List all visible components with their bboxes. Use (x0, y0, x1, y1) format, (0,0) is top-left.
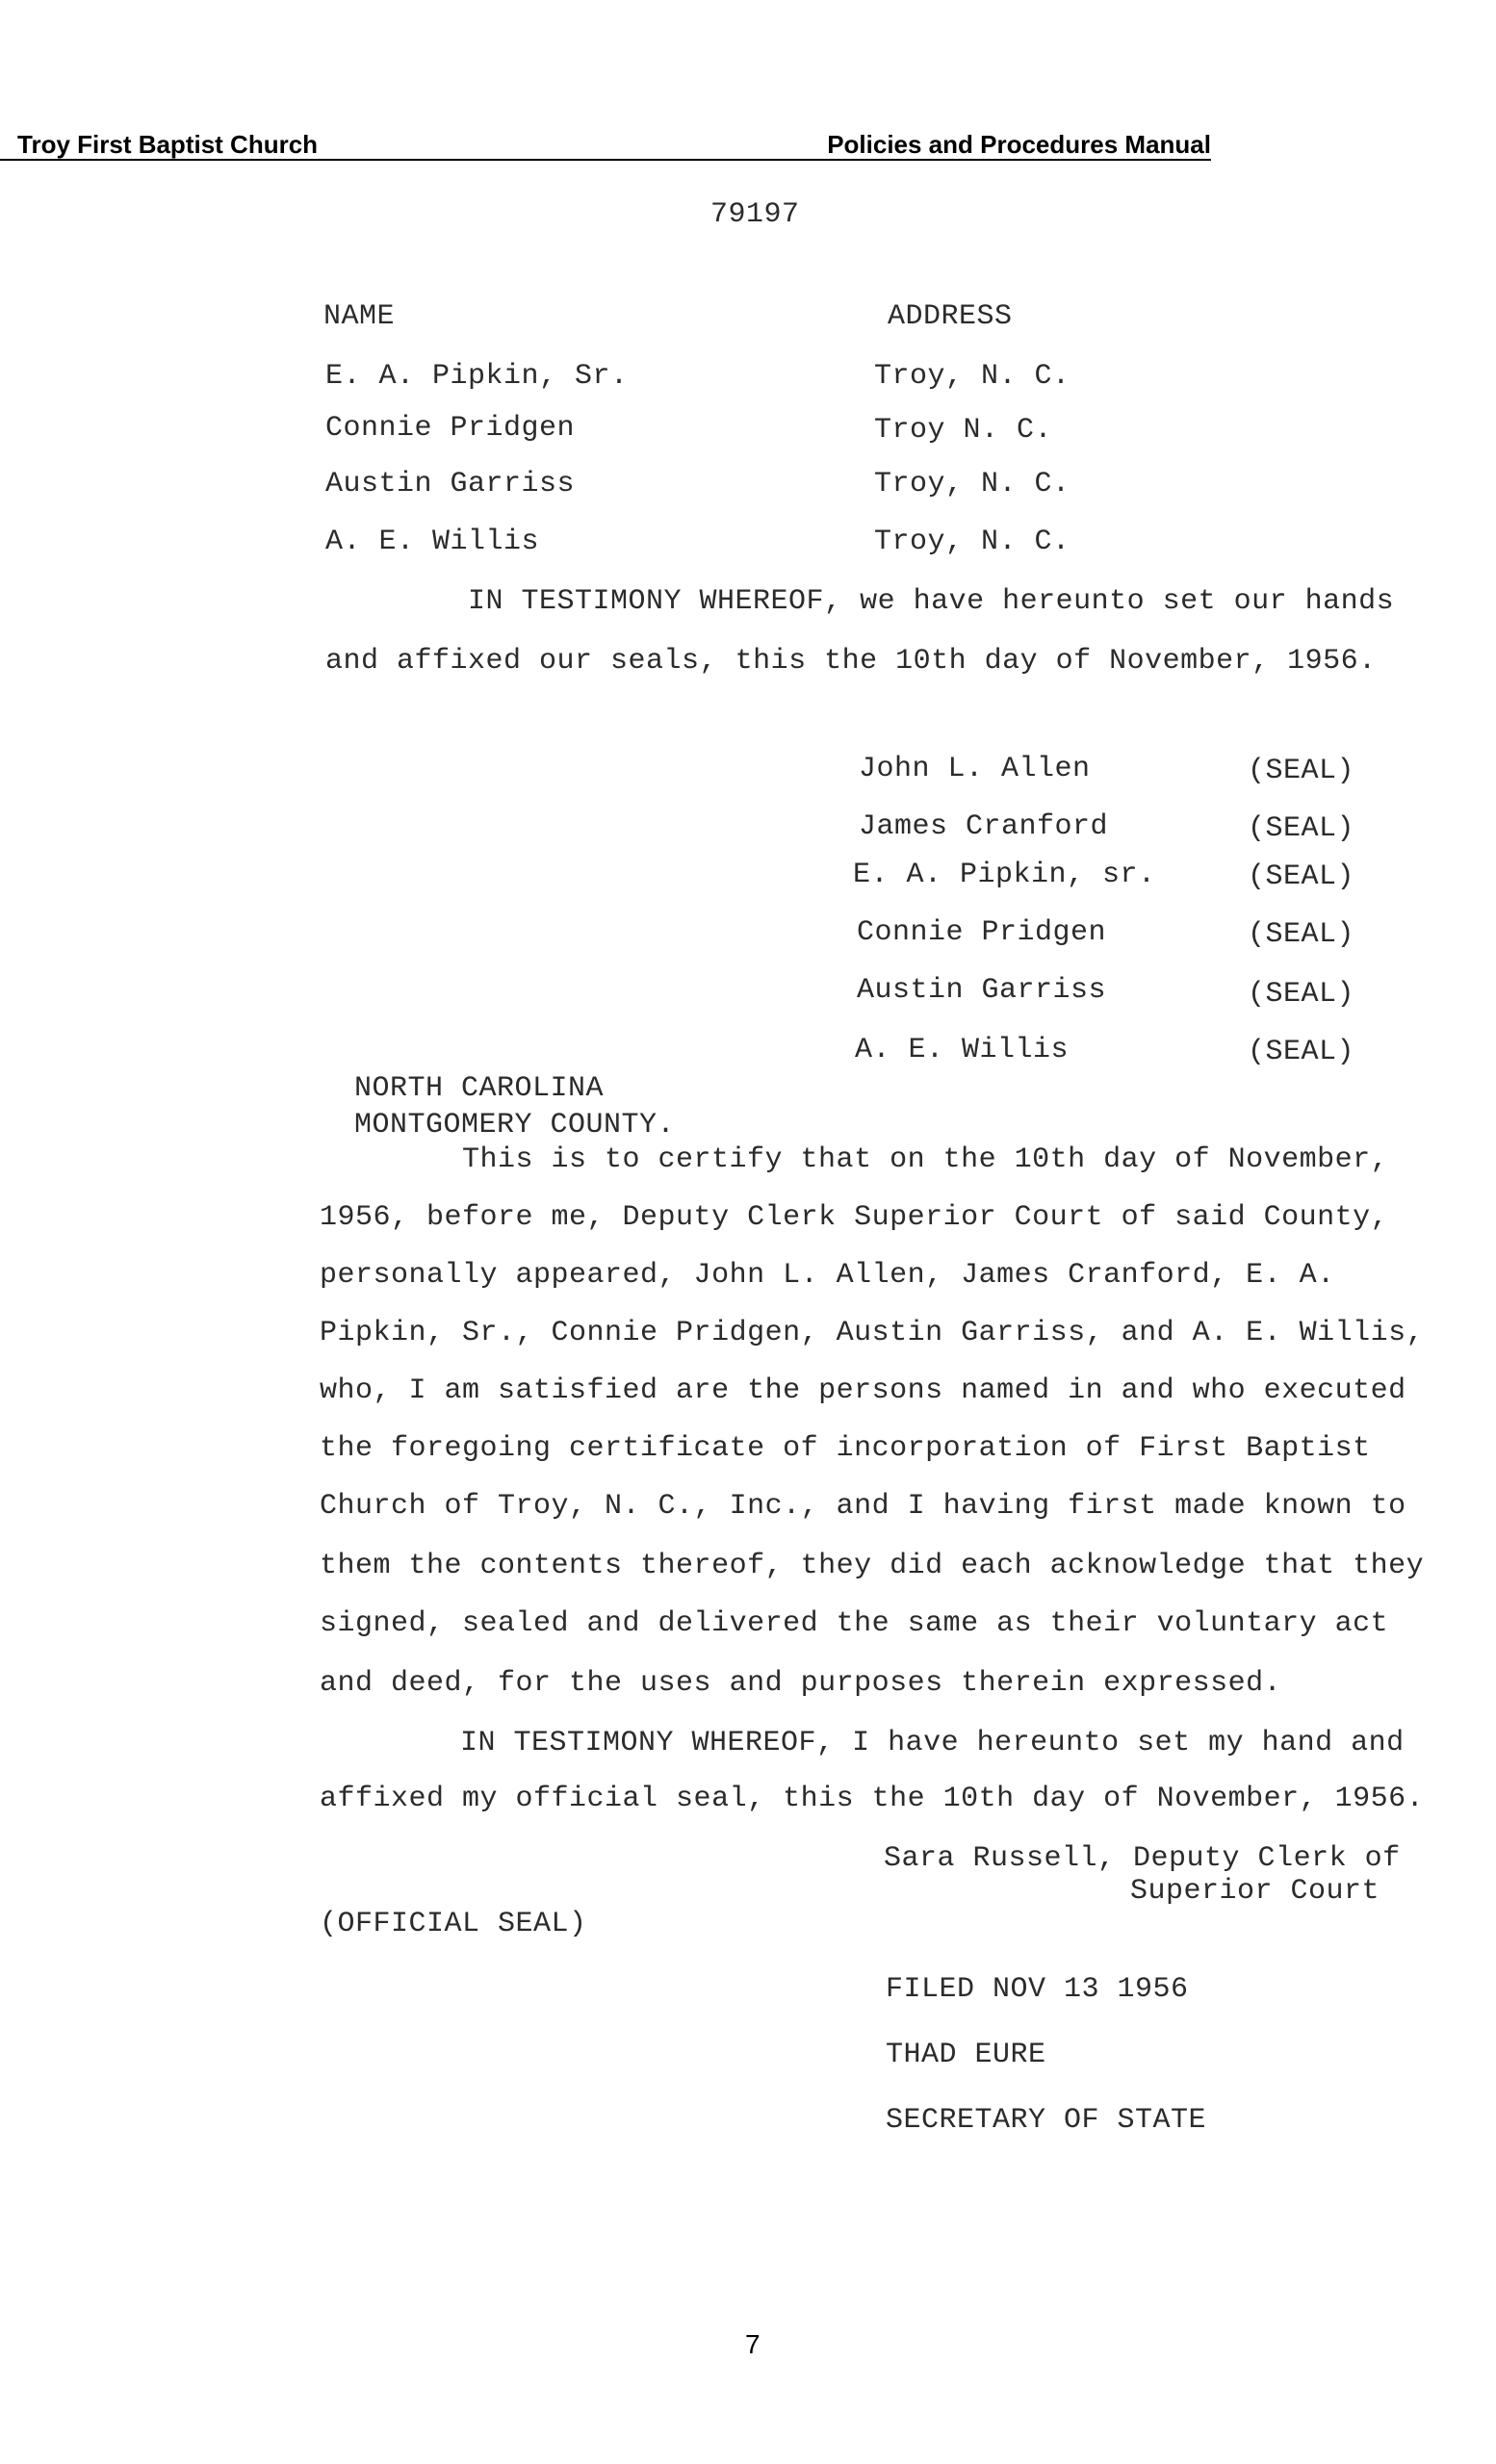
signature-name: Austin Garriss (857, 974, 1107, 1007)
clerk-signature: Sara Russell, Deputy Clerk of (884, 1842, 1401, 1875)
certification-line: and deed, for the uses and purposes therein expressed. (320, 1667, 1282, 1700)
certification-line: Pipkin, Sr., Connie Pridgen, Austin Garriss, and A. E. Willis, (320, 1317, 1425, 1349)
seal-label: (SEAL) (1248, 755, 1355, 787)
venue-county: MONTGOMERY COUNTY. (354, 1109, 676, 1142)
header-church-name: Troy First Baptist Church (17, 130, 319, 159)
member-name: Connie Pridgen (325, 412, 576, 445)
signature-name: E. A. Pipkin, sr. (853, 859, 1156, 891)
seal-label: (SEAL) (1248, 918, 1355, 951)
page-header (0, 130, 1211, 161)
certification-line: them the contents thereof, they did each acknowledge that they (320, 1550, 1425, 1582)
certification-line: This is to certify that on the 10th day of November, (462, 1143, 1389, 1176)
testimony-line: and affixed our seals, this the 10th day of November, 1956. (325, 645, 1377, 678)
seal-label: (SEAL) (1248, 860, 1355, 893)
secretary-name: THAD EURE (886, 2039, 1046, 2071)
venue-state: NORTH CAROLINA (354, 1072, 605, 1105)
certification-line: personally appeared, John L. Allen, James Cranford, E. A. (320, 1259, 1335, 1292)
document-number: 79197 (710, 198, 800, 231)
testimony-line: IN TESTIMONY WHEREOF, we have hereunto set our hands (468, 585, 1395, 618)
certification-line: who, I am satisfied are the persons named in and who executed (320, 1374, 1406, 1407)
member-address: Troy N. C. (874, 414, 1053, 447)
certification-line: signed, sealed and delivered the same as their voluntary act (320, 1607, 1389, 1640)
signature-name: A. E. Willis (855, 1034, 1070, 1066)
certification-line: 1956, before me, Deputy Clerk Superior Court of said County, (320, 1201, 1389, 1234)
testimony-line: affixed my official seal, this the 10th day of November, 1956. (320, 1783, 1425, 1815)
signature-name: James Cranford (859, 810, 1109, 843)
member-address: Troy, N. C. (874, 360, 1070, 393)
seal-label: (SEAL) (1248, 978, 1355, 1011)
member-name: E. A. Pipkin, Sr. (325, 360, 629, 393)
address-column-header: ADDRESS (888, 300, 1013, 333)
filed-date: FILED NOV 13 1956 (886, 1973, 1189, 2006)
member-address: Troy, N. C. (874, 468, 1070, 500)
official-seal-label: (OFFICIAL SEAL) (320, 1908, 587, 1940)
signature-name: John L. Allen (859, 753, 1091, 785)
seal-label: (SEAL) (1248, 812, 1355, 845)
name-column-header: NAME (323, 300, 396, 333)
secretary-title: SECRETARY OF STATE (886, 2104, 1207, 2137)
certification-line: Church of Troy, N. C., Inc., and I having first made known to (320, 1490, 1406, 1523)
page-number: 7 (745, 2329, 761, 2359)
member-address: Troy, N. C. (874, 526, 1070, 558)
header-manual-title: Policies and Procedures Manual (827, 130, 1211, 159)
testimony-line: IN TESTIMONY WHEREOF, I have hereunto set my hand and (460, 1727, 1405, 1759)
member-name: Austin Garriss (325, 468, 576, 500)
clerk-title: Superior Court (1130, 1875, 1380, 1908)
seal-label: (SEAL) (1248, 1036, 1355, 1068)
certification-line: the foregoing certificate of incorporation of First Baptist (320, 1432, 1371, 1465)
member-name: A. E. Willis (325, 526, 540, 558)
signature-name: Connie Pridgen (857, 916, 1107, 949)
